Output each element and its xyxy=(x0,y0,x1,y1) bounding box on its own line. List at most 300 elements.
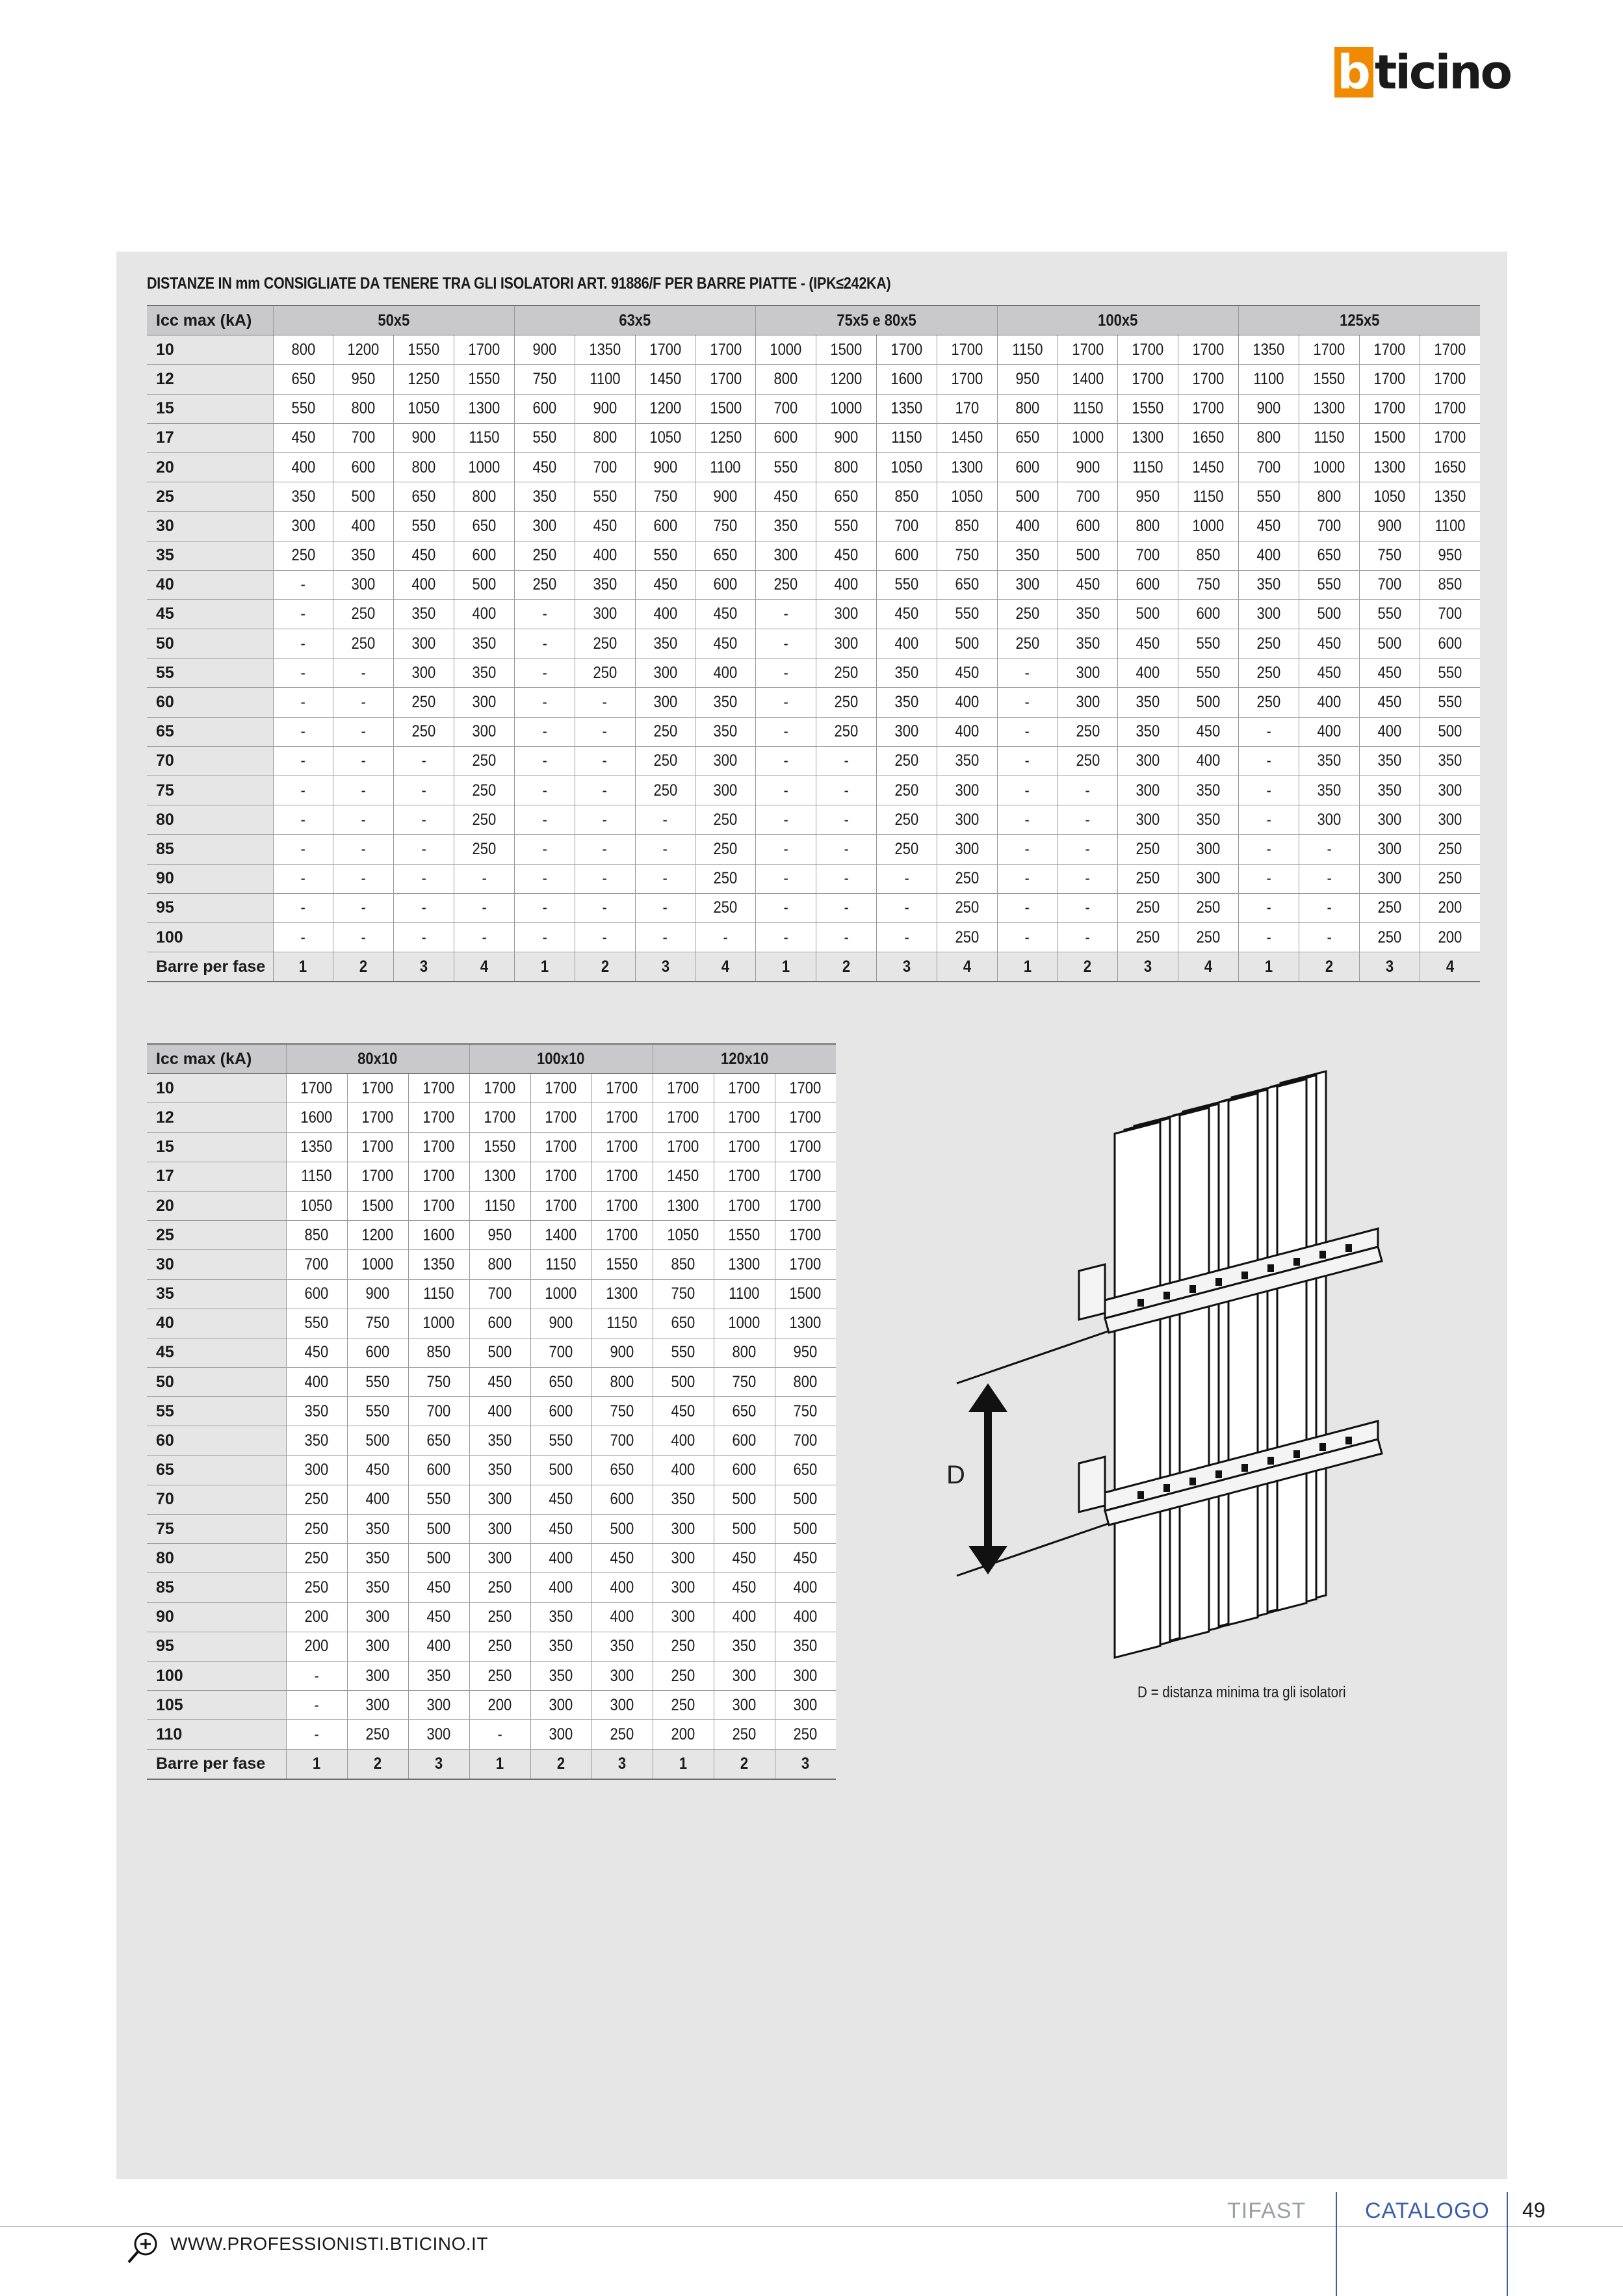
table-cell: - xyxy=(635,893,695,922)
table-cell: 1700 xyxy=(1118,365,1178,394)
table-cell: 1700 xyxy=(591,1074,653,1103)
table-cell: 250 xyxy=(876,776,937,805)
table-cell: 700 xyxy=(333,423,394,452)
table-cell: 1700 xyxy=(1178,335,1239,365)
bars-per-phase-cell: 2 xyxy=(714,1749,775,1779)
table-cell: 250 xyxy=(756,570,816,599)
table-cell: 250 xyxy=(1239,659,1299,688)
table-cell: 350 xyxy=(756,512,816,541)
table-cell: 1700 xyxy=(775,1132,836,1162)
table-cell: 1700 xyxy=(775,1162,836,1191)
table-cell: 1000 xyxy=(530,1279,591,1309)
bars-per-phase-cell: 1 xyxy=(997,952,1058,982)
table-cell: 650 xyxy=(408,1426,469,1455)
table-row xyxy=(147,922,1480,952)
table-cell: 450 xyxy=(1299,659,1359,688)
table-cell: 750 xyxy=(714,1368,775,1397)
table-cell: 250 xyxy=(1420,864,1480,893)
table-cell: 1000 xyxy=(756,335,816,365)
table-row xyxy=(147,335,1480,365)
table-cell: - xyxy=(514,746,575,776)
bars-per-phase-cell: 4 xyxy=(1420,952,1480,982)
table-cell: - xyxy=(876,864,937,893)
logo-text: ticino xyxy=(1374,45,1511,99)
table-cell: - xyxy=(756,835,816,864)
table-cell: 250 xyxy=(333,599,394,629)
table-cell: 900 xyxy=(347,1279,408,1309)
table-cell: 750 xyxy=(635,482,695,512)
table-cell: 250 xyxy=(1359,922,1420,952)
table-cell: 350 xyxy=(714,1632,775,1661)
table-cell: 500 xyxy=(1118,599,1178,629)
table-cell: 650 xyxy=(775,1455,836,1485)
table-cell: 400 xyxy=(653,1455,714,1485)
table-cell: 550 xyxy=(514,423,575,452)
table-cell: 550 xyxy=(1178,659,1239,688)
table-row xyxy=(147,541,1480,570)
table-cell: - xyxy=(635,864,695,893)
table-cell: 350 xyxy=(1058,599,1118,629)
table-cell: 1150 xyxy=(530,1250,591,1279)
group-header: 63x5 xyxy=(514,306,755,335)
table-cell: 1700 xyxy=(530,1132,591,1162)
table-row xyxy=(147,1338,836,1367)
table-cell: 800 xyxy=(816,452,877,482)
table-cell: 600 xyxy=(333,452,394,482)
table-cell: 200 xyxy=(286,1602,347,1632)
table-cell: 900 xyxy=(591,1338,653,1367)
table-cell: - xyxy=(273,893,333,922)
table-cell: 1550 xyxy=(591,1250,653,1279)
table-cell: 800 xyxy=(333,394,394,423)
table-cell: 800 xyxy=(775,1368,836,1397)
table-cell: 350 xyxy=(394,599,454,629)
icc-label: 17 xyxy=(147,423,273,452)
table-row xyxy=(147,1426,836,1455)
bars-per-phase-cell: 3 xyxy=(775,1749,836,1779)
table1-title: DISTANZE IN mm CONSIGLIATE DA TENERE TRA GLI ISOLATORI ART. 91886/F PER BARRE PIATTE - (IPK≤242KA) xyxy=(147,274,891,293)
table-cell: 1200 xyxy=(816,365,877,394)
table-cell: 550 xyxy=(394,512,454,541)
table-cell: 400 xyxy=(775,1573,836,1602)
icc-label: 95 xyxy=(147,893,273,922)
figure-caption: D = distanza minima tra gli isolatori xyxy=(1137,1684,1346,1701)
table-cell: 300 xyxy=(454,688,515,717)
table-cell: 400 xyxy=(1299,717,1359,746)
table-cell: 1350 xyxy=(286,1132,347,1162)
table-cell: 1250 xyxy=(695,423,756,452)
table-cell: 350 xyxy=(937,746,997,776)
table-cell: 300 xyxy=(1420,805,1480,835)
table-cell: 350 xyxy=(876,688,937,717)
table-cell: 800 xyxy=(454,482,515,512)
table-cell: 1700 xyxy=(653,1074,714,1103)
table-cell: 500 xyxy=(714,1485,775,1514)
table-cell: 750 xyxy=(1178,570,1239,599)
table-cell: 350 xyxy=(997,541,1058,570)
table-cell: 1700 xyxy=(408,1162,469,1191)
table-cell: 1000 xyxy=(1299,452,1359,482)
table-cell: 1700 xyxy=(714,1074,775,1103)
table-cell: - xyxy=(273,688,333,717)
group-header: 100x10 xyxy=(469,1044,653,1074)
table-cell: 1700 xyxy=(1058,335,1118,365)
table-cell: 550 xyxy=(756,452,816,482)
table-cell: 300 xyxy=(1118,776,1178,805)
table-cell: 1700 xyxy=(530,1103,591,1132)
table-cell: 250 xyxy=(635,746,695,776)
table-cell: - xyxy=(756,893,816,922)
table-cell: 450 xyxy=(816,541,877,570)
table-cell: 350 xyxy=(1359,746,1420,776)
table-cell: 250 xyxy=(575,629,635,659)
table-cell: 350 xyxy=(695,717,756,746)
table-cell: - xyxy=(756,776,816,805)
bars-per-phase-cell: 2 xyxy=(816,952,877,982)
bars-per-phase-cell: 4 xyxy=(454,952,515,982)
table-cell: 1100 xyxy=(1239,365,1299,394)
table-cell: - xyxy=(514,864,575,893)
table-row xyxy=(147,1661,836,1690)
icc-label: 25 xyxy=(147,482,273,512)
website-link[interactable]: WWW.PROFESSIONISTI.BTICINO.IT xyxy=(170,2234,488,2254)
table-cell: 300 xyxy=(695,746,756,776)
table-cell: 250 xyxy=(469,1661,530,1690)
table-cell: 1700 xyxy=(591,1132,653,1162)
table-cell: 400 xyxy=(937,717,997,746)
table-cell: - xyxy=(286,1661,347,1690)
icc-label: 85 xyxy=(147,1573,286,1602)
table-cell: 400 xyxy=(695,659,756,688)
table-row xyxy=(147,482,1480,512)
table-cell: 1700 xyxy=(1118,335,1178,365)
table-cell: 350 xyxy=(1118,688,1178,717)
table-cell: - xyxy=(575,746,635,776)
page-number: 49 xyxy=(1522,2198,1546,2222)
icc-label: 10 xyxy=(147,1074,286,1103)
table-cell: 600 xyxy=(695,570,756,599)
footer-separator xyxy=(1336,2192,1337,2296)
table-row xyxy=(147,1074,836,1103)
table-cell: 250 xyxy=(286,1515,347,1544)
table-cell: 300 xyxy=(635,688,695,717)
table-cell: 1600 xyxy=(876,365,937,394)
bars-per-phase-cell: 2 xyxy=(1299,952,1359,982)
table-row xyxy=(147,1602,836,1632)
table-cell: 1100 xyxy=(714,1279,775,1309)
table-cell: 800 xyxy=(469,1250,530,1279)
table-cell: 1400 xyxy=(1058,365,1118,394)
table-row xyxy=(147,1485,836,1514)
bars-per-phase-cell: 2 xyxy=(575,952,635,982)
table-cell: 600 xyxy=(1058,512,1118,541)
table-cell: - xyxy=(1058,922,1118,952)
icc-label: 35 xyxy=(147,1279,286,1309)
row-header: Icc max (kA) xyxy=(147,1044,286,1074)
table-cell: 450 xyxy=(575,512,635,541)
table-cell: 1700 xyxy=(347,1074,408,1103)
table-cell: 250 xyxy=(286,1544,347,1573)
table-cell: 400 xyxy=(1178,746,1239,776)
table-cell: 750 xyxy=(775,1397,836,1426)
table-cell: - xyxy=(816,805,877,835)
table-cell: 400 xyxy=(273,452,333,482)
table-distances-5mm xyxy=(147,305,1480,982)
table-cell: 400 xyxy=(1239,541,1299,570)
table-cell: 250 xyxy=(286,1485,347,1514)
table-cell: 400 xyxy=(530,1544,591,1573)
table-cell: 550 xyxy=(1178,629,1239,659)
bars-per-phase-cell: 3 xyxy=(1359,952,1420,982)
table-cell: - xyxy=(575,805,635,835)
table-cell: 450 xyxy=(591,1544,653,1573)
table-cell: 1500 xyxy=(695,394,756,423)
bars-per-phase-cell: 2 xyxy=(530,1749,591,1779)
table-cell: 450 xyxy=(756,482,816,512)
table-cell: - xyxy=(394,805,454,835)
table-cell: 350 xyxy=(347,1515,408,1544)
table-cell: 550 xyxy=(286,1309,347,1338)
table-row xyxy=(147,1368,836,1397)
footer-label: Barre per fase xyxy=(147,1749,286,1779)
table-cell: 1700 xyxy=(286,1074,347,1103)
table-cell: 300 xyxy=(1178,864,1239,893)
table-cell: 950 xyxy=(1118,482,1178,512)
table-cell: 450 xyxy=(1118,629,1178,659)
table-cell: 1450 xyxy=(937,423,997,452)
bars-per-phase-cell: 3 xyxy=(591,1749,653,1779)
table-cell: 600 xyxy=(1420,629,1480,659)
table-cell: 1300 xyxy=(714,1250,775,1279)
table-cell: - xyxy=(1058,864,1118,893)
table-cell: 750 xyxy=(695,512,756,541)
table-cell: 500 xyxy=(1359,629,1420,659)
table-cell: 1050 xyxy=(286,1191,347,1220)
table-cell: - xyxy=(635,922,695,952)
table-row xyxy=(147,688,1480,717)
table-cell: - xyxy=(816,864,877,893)
table-cell: 600 xyxy=(756,423,816,452)
table-cell: - xyxy=(394,835,454,864)
table-cell: 250 xyxy=(937,922,997,952)
table-cell: - xyxy=(1239,835,1299,864)
table-cell: 550 xyxy=(876,570,937,599)
d-label: D xyxy=(946,1461,965,1489)
table-cell: 1550 xyxy=(454,365,515,394)
table-cell: 300 xyxy=(775,1661,836,1690)
table-cell: 350 xyxy=(454,629,515,659)
table-cell: 600 xyxy=(1178,599,1239,629)
table-cell: 250 xyxy=(394,688,454,717)
table-cell: 850 xyxy=(408,1338,469,1367)
table-cell: 650 xyxy=(695,541,756,570)
table-cell: 300 xyxy=(454,717,515,746)
bars-per-phase-cell: 3 xyxy=(394,952,454,982)
table-cell: 1500 xyxy=(347,1191,408,1220)
table-cell: - xyxy=(997,688,1058,717)
table-cell: 300 xyxy=(530,1720,591,1749)
icc-label: 60 xyxy=(147,688,273,717)
table-cell: - xyxy=(273,864,333,893)
table-cell: 300 xyxy=(695,776,756,805)
table-row xyxy=(147,1279,836,1309)
table-cell: 400 xyxy=(575,541,635,570)
table-cell: 300 xyxy=(1118,746,1178,776)
table-cell: 450 xyxy=(530,1515,591,1544)
table-cell: 800 xyxy=(1239,423,1299,452)
table-cell: - xyxy=(876,922,937,952)
table-cell: - xyxy=(333,659,394,688)
table-cell: 1550 xyxy=(469,1132,530,1162)
table-cell: 1150 xyxy=(876,423,937,452)
table-cell: 350 xyxy=(286,1426,347,1455)
table-cell: 800 xyxy=(591,1368,653,1397)
table-cell: 1700 xyxy=(775,1074,836,1103)
table-cell: - xyxy=(1299,922,1359,952)
bars-per-phase-cell: 4 xyxy=(937,952,997,982)
table-cell: 300 xyxy=(653,1544,714,1573)
table-cell: 300 xyxy=(1420,776,1480,805)
table-cell: - xyxy=(333,922,394,952)
icc-label: 95 xyxy=(147,1632,286,1661)
table-cell: - xyxy=(394,893,454,922)
table-row xyxy=(147,835,1480,864)
table-cell: - xyxy=(273,776,333,805)
table-cell: 500 xyxy=(454,570,515,599)
table-cell: 300 xyxy=(273,512,333,541)
table-cell: 1700 xyxy=(876,335,937,365)
bars-per-phase-cell: 3 xyxy=(635,952,695,982)
table-cell: - xyxy=(514,835,575,864)
table-cell: 900 xyxy=(816,423,877,452)
table-cell: - xyxy=(997,835,1058,864)
table-cell: 300 xyxy=(1299,805,1359,835)
table-cell: 300 xyxy=(775,1691,836,1720)
table-cell: 900 xyxy=(1058,452,1118,482)
table-cell: 600 xyxy=(347,1338,408,1367)
table-cell: - xyxy=(816,893,877,922)
table-cell: - xyxy=(997,717,1058,746)
table-cell: - xyxy=(756,629,816,659)
table-row xyxy=(147,1515,836,1544)
table-cell: 350 xyxy=(1420,746,1480,776)
icc-label: 90 xyxy=(147,864,273,893)
table-cell: 300 xyxy=(937,776,997,805)
table-cell: 300 xyxy=(1058,688,1118,717)
table-row xyxy=(147,365,1480,394)
table-cell: 1700 xyxy=(1359,335,1420,365)
table-row xyxy=(147,1573,836,1602)
table-cell: 300 xyxy=(714,1691,775,1720)
table-cell: 450 xyxy=(714,1573,775,1602)
table-cell: - xyxy=(514,599,575,629)
icc-label: 45 xyxy=(147,1338,286,1367)
table-cell: 1150 xyxy=(591,1309,653,1338)
table-cell: 750 xyxy=(1359,541,1420,570)
table-cell: 450 xyxy=(1299,629,1359,659)
table-cell: 250 xyxy=(1420,835,1480,864)
table-cell: 1300 xyxy=(454,394,515,423)
table-cell: 200 xyxy=(653,1720,714,1749)
table-cell: 600 xyxy=(514,394,575,423)
table-cell: 300 xyxy=(653,1602,714,1632)
table-cell: 1350 xyxy=(876,394,937,423)
table-cell: 1100 xyxy=(575,365,635,394)
table-cell: 250 xyxy=(714,1720,775,1749)
table-cell: 250 xyxy=(1118,864,1178,893)
table-distances-10mm xyxy=(147,1043,836,1780)
table-cell: - xyxy=(333,746,394,776)
table-cell: 300 xyxy=(347,1602,408,1632)
table-cell: 250 xyxy=(1058,717,1118,746)
group-header: 75x5 e 80x5 xyxy=(756,306,997,335)
table-cell: 250 xyxy=(454,805,515,835)
table-cell: 650 xyxy=(530,1368,591,1397)
table-cell: - xyxy=(575,717,635,746)
table-cell: 650 xyxy=(273,365,333,394)
table-cell: 1350 xyxy=(408,1250,469,1279)
footer-catalog: CATALOGO xyxy=(1365,2198,1490,2223)
table-cell: - xyxy=(1058,776,1118,805)
table-cell: 450 xyxy=(347,1455,408,1485)
table-cell: 300 xyxy=(514,512,575,541)
table-cell: - xyxy=(273,717,333,746)
table-cell: 250 xyxy=(469,1573,530,1602)
table-cell: 850 xyxy=(1420,570,1480,599)
table-cell: 1700 xyxy=(347,1162,408,1191)
table-cell: 1300 xyxy=(653,1191,714,1220)
bars-per-phase-cell: 2 xyxy=(333,952,394,982)
table-cell: 1700 xyxy=(714,1191,775,1220)
table-cell: 250 xyxy=(653,1661,714,1690)
table-row xyxy=(147,570,1480,599)
icc-label: 20 xyxy=(147,452,273,482)
table-cell: 350 xyxy=(530,1632,591,1661)
table-cell: 850 xyxy=(653,1250,714,1279)
bars-per-phase-cell: 1 xyxy=(1239,952,1299,982)
table-cell: 900 xyxy=(695,482,756,512)
table-cell: 450 xyxy=(695,599,756,629)
table-cell: 300 xyxy=(1359,864,1420,893)
table-cell: 1450 xyxy=(635,365,695,394)
table-cell: 900 xyxy=(530,1309,591,1338)
table-cell: 300 xyxy=(653,1573,714,1602)
table-row xyxy=(147,1162,836,1191)
table-cell: 1200 xyxy=(347,1221,408,1250)
table-cell: - xyxy=(635,835,695,864)
table-cell: 450 xyxy=(394,541,454,570)
icc-label: 110 xyxy=(147,1720,286,1749)
table-row xyxy=(147,805,1480,835)
table-cell: 400 xyxy=(1359,717,1420,746)
table-cell: - xyxy=(1058,835,1118,864)
table-cell: 1550 xyxy=(394,335,454,365)
table-cell: 350 xyxy=(469,1426,530,1455)
table-cell: 850 xyxy=(1178,541,1239,570)
table-cell: 300 xyxy=(937,835,997,864)
table-cell: 350 xyxy=(408,1661,469,1690)
table-cell: 1700 xyxy=(469,1074,530,1103)
table-cell: 550 xyxy=(635,541,695,570)
table-row xyxy=(147,1250,836,1279)
table-cell: 350 xyxy=(1178,805,1239,835)
table-cell: - xyxy=(273,746,333,776)
table-cell: 1150 xyxy=(1299,423,1359,452)
table-cell: - xyxy=(273,570,333,599)
table-cell: 1050 xyxy=(394,394,454,423)
icc-label: 100 xyxy=(147,922,273,952)
table-cell: 300 xyxy=(575,599,635,629)
